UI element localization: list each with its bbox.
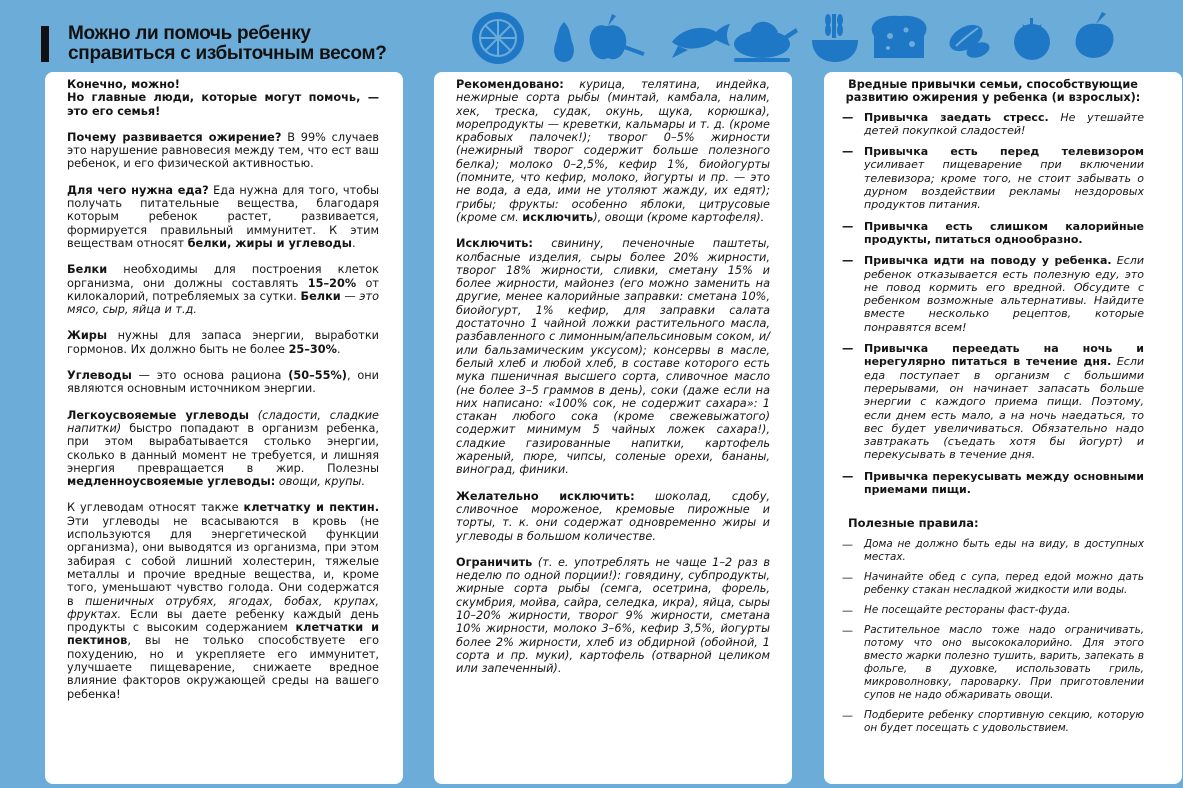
column-nutrition-basics <box>45 72 403 784</box>
carbs-paragraph: Углеводы — это основа рациона (50–55%), они являются основным источником энергии. <box>67 369 379 396</box>
fish-icon <box>672 24 730 58</box>
apple-icon <box>590 14 645 59</box>
rule-item: — Растительное масло тоже надо ограничивать, потому что оно высококалорийно. Для этого вместо жарки полезно тушить, варить, запекать в фольге, в духовке, использовать гриль, микроволновку, пароварку. При приготовлении супов не надо обжаривать овощи. <box>842 624 1144 702</box>
recommended-paragraph: Рекомендовано: курица, телятина, индейка, нежирные сорта рыбы (минтай, камбала, налим, хек, треска, судак, окунь, щука, корюшка), морепродукты — креветки, кальмары и т. д. (кроме крабовых палочек!); творог 0–5% жирности (нежирный творог содержит больше полезного белка); молоко 0–2,5%, кефир 1%, биойогурты (помните, что кефир, молоко, йогурты и пр. — это не вода, а еда, ими не утоляют жажду, их едят); грибы; фрукты: особенно яблоки, цитрусовые (кроме см. исключить), овощи (кроме картофеля). <box>456 78 770 224</box>
rule-item: — Начинайте обед с супа, перед едой можно дать ребенку стакан несладкой жидкости или воды. <box>842 571 1144 597</box>
fast-carbs-paragraph: Легкоусвояемые углеводы (сладости, сладкие напитки) быстро попадают в организм ребенка, при этом вырабатывается столько энергии, сколько в данный момент не требуется, и лишняя энергия превращается в жир. Полезны медленноусвояемые углеводы: овощи, крупы. <box>67 408 379 489</box>
rules-title: Полезные правила: <box>848 516 979 531</box>
proteins-paragraph: Белки необходимы для построения клеток организма, они должны составлять 15–20% от килокалорий, потребляемых за сутки. Белки — это мясо, сыр, яйца и т.д. <box>67 263 379 317</box>
habits-title: Вредные привычки семьи, способствующие развитию ожирения у ребенка (и взрослых): <box>845 78 1141 105</box>
chicken-icon <box>734 22 798 62</box>
cereal-bowl-icon <box>812 14 858 62</box>
habit-item: — Привычка есть слишком калорийные продукты, питаться однообразно. <box>842 219 1144 246</box>
rule-item: — Дома не должно быть еды на виду, в доступных местах. <box>842 538 1144 564</box>
pear-icon <box>554 14 574 62</box>
rule-item: — Не посещайте рестораны фаст-фуда. <box>842 604 1071 618</box>
habit-item: — Привычка переедать на ночь и нерегулярно питаться в течение дня. Если еда поступает в организм с большими перерывами, он начинает запасать больше энергии с каждого приема пищи. Поэтому, если днем есть мало, а на ночь наедаться, то вес будет увеличиваться. Обязательно надо завтракать (съедать хотя бы йогурт) и перекусывать в течение дня. <box>842 342 1144 462</box>
rule-item: — Подберите ребенку спортивную секцию, которую он будет посещать с удовольствием. <box>842 709 1144 735</box>
fiber-paragraph: К углеводам относят также клетчатку и пектин. Эти углеводы не всасываются в кровь (не используются для энергетической функции организма), они выводятся из организма, при этом забирая с собой лишний холестерин, тяжелые металлы и прочие вредные вещества, и, кроме того, уменьшают чувство голода. Они содержатся в пшеничных отрубях, ягодах, бобах, крупах, фруктах. Если вы даете ребенку каждый день продукты с высоким содержанием клетчатки и пектинов, вы не только способствуете его похудению, но и укрепляете его иммунитет, улучшаете пищеварение, снижаете вредное влияние факторов окружающей среды на вашего ребенка! <box>67 501 380 701</box>
orange-icon <box>472 12 524 64</box>
habit-item: — Привычка идти на поводу у ребенка. Если ребенок отказывается есть полезную еду, это не повод кормить его вредной. Обсудите с ребенком возможные альтернативы. Найдите вместе несколько рецептов, которые понравятся всем! <box>842 254 1144 334</box>
tomato-icon <box>1014 18 1050 60</box>
title-accent-bar <box>41 26 49 62</box>
food-icons-strip <box>466 6 1126 66</box>
bread-icon <box>872 16 927 58</box>
plum-icon <box>1076 12 1114 58</box>
column-habits-rules <box>824 72 1182 784</box>
habit-item: — Привычка заедать стресс. Не утешайте детей покупкой сладостей! <box>842 110 1144 137</box>
avoid-paragraph: Желательно исключить: шоколад, сдобу, сливочное мороженое, кремовые пирожные и торты, т. к. они содержат одновременно жиры и углеводы в большом количестве. <box>456 489 770 543</box>
habit-item: — Привычка есть перед телевизором усиливает пищеварение при включении телевизора; кроме того, не стоит забывать о дурном воздействии рекламы нездоровых продуктов питания. <box>842 145 1144 212</box>
nuts-icon <box>945 19 992 60</box>
rules-list <box>842 538 1144 735</box>
column-food-lists <box>434 72 792 784</box>
limit-paragraph: Ограничить (т. е. употреблять не чаще 1–2 раз в неделю по одной порции!): говядину, субпродукты, жирные сорта рыбы (семга, осетрина, форель, скумбрия, мойва, сайра, селедка, икра), яйца, сыры 10–20% жирности, творог 9% жирности, сметана 10% жирности, молоко 3–6%, кефир 3,5%, йогурты более 2% жирности, хлеб из обдирной (обойной, 1 сорта и пр. муки), картофель (отварной целиком или запеченный). <box>456 555 770 676</box>
why-paragraph: Почему развивается ожирение? В 99% случаев это нарушение равновесия между тем, что ест ваш ребенок, и его физической активностью. <box>67 130 379 171</box>
habits-list <box>842 111 1144 497</box>
food-paragraph: Для чего нужна еда? Еда нужна для того, чтобы получать питательные вещества, благодаря которым ребенок растет, развивается, формируется правильный иммунитет. К этим веществам относят белки, жиры и углеводы. <box>67 183 379 250</box>
intro-paragraph: Конечно, можно! Но главные люди, которые могут помочь, — это его семья! <box>67 78 379 118</box>
habit-item: — Привычка перекусывать между основными приемами пищи. <box>842 469 1144 497</box>
fats-paragraph: Жиры нужны для запаса энергии, выработки гормонов. Их должно быть не более 25–30%. <box>67 329 379 356</box>
title-line-1: Можно ли помочь ребенку <box>68 23 311 44</box>
page-title <box>68 24 448 64</box>
title-line-2: справиться с избыточным весом? <box>68 43 387 64</box>
exclude-paragraph: Исключить: свинину, печеночные паштеты, колбасные изделия, сыры более 20% жирности, творог 18% жирности, сливки, сметану 15% и более жирности, майонез (его можно заменить на другие, менее калорийные заправки: сметана 10%, биойогурт, 1% кефир, для заправки салата достаточно 1 чайной ложки растительного масла, разбавленного с лимонным/апельсиновым соком, и/или бальзамическим уксусом); консервы в масле, белый хлеб и любой хлеб, в составе которого есть мука пшеничная высшего сорта, сливочное масло (не более 3–5 граммов в день), соки (даже если на них написано: «100% сок, не содержит сахара»: 1 стакан любого сока (кроме свежевыжатого) содержит минимум 5 чайных ложек сахара!), сладкие газированные напитки, картофель жареный, пюре, чипсы, соленые орехи, бананы, виноград, финики. <box>456 237 770 477</box>
